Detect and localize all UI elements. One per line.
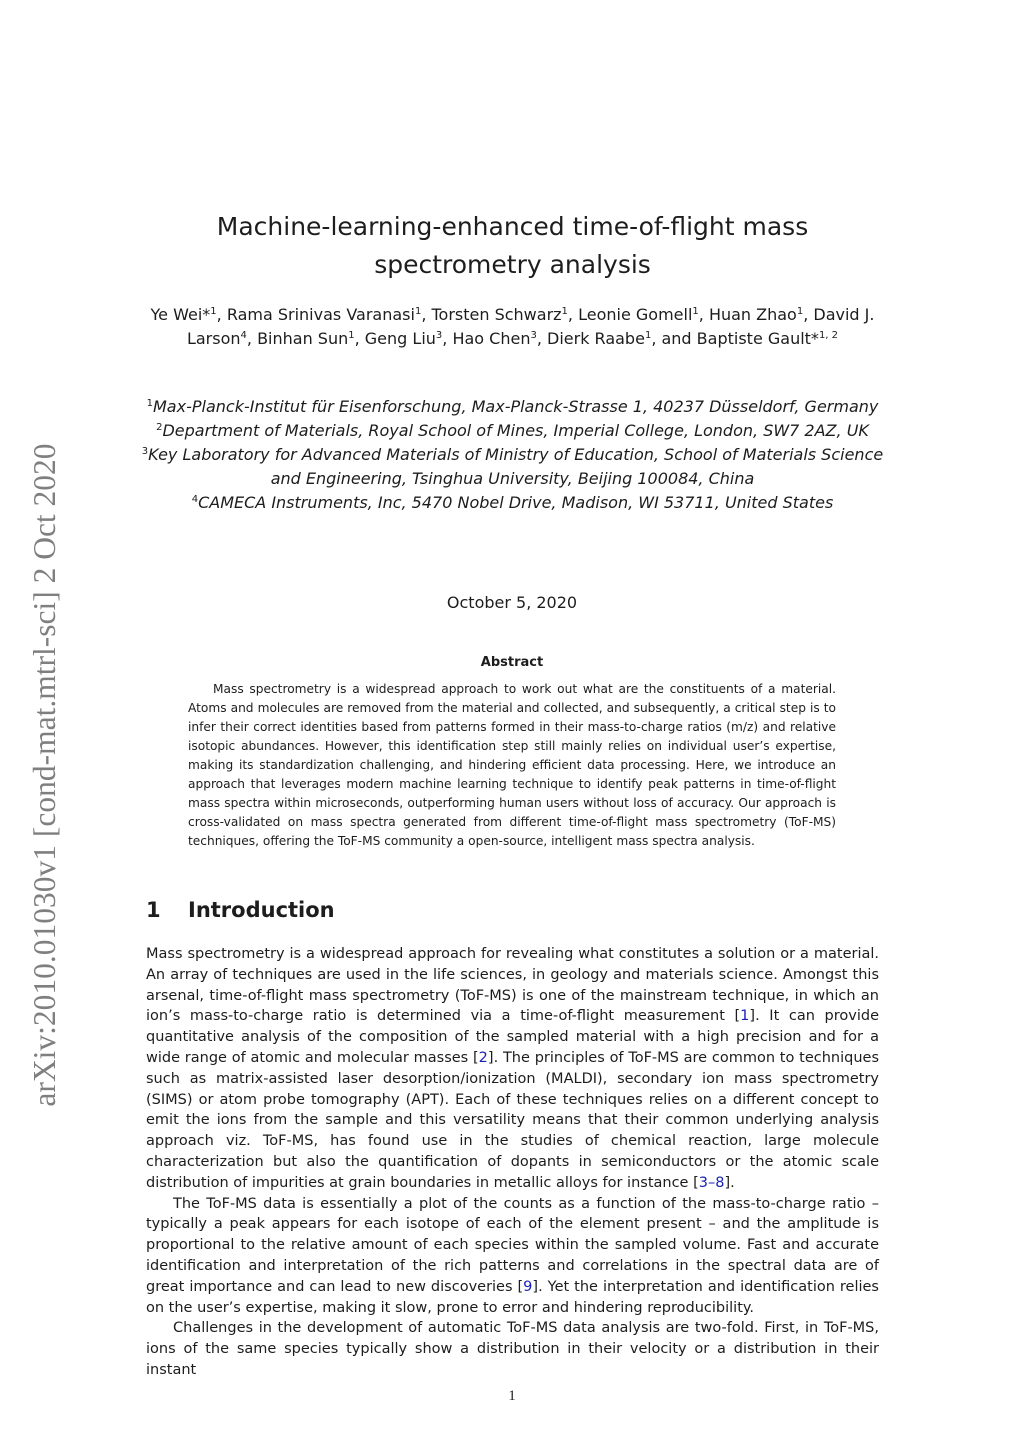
citation-link[interactable]: 3–8 (698, 1174, 725, 1191)
author-separator: , (246, 329, 258, 348)
author-name: Leonie Gomell (578, 305, 693, 324)
author-affiliation-mark: 1, 2 (818, 330, 839, 341)
arxiv-identifier: arXiv:2010.01030v1 [cond-mat.mtrl-sci] 2 Oct 2020 (27, 443, 62, 1107)
paper-title: Machine-learning-enhanced time-of-flight mass spectrometry analysis (216, 212, 809, 279)
affiliation (140, 419, 885, 443)
author-name: Hao Chen (452, 329, 531, 348)
author-separator: , (354, 329, 365, 348)
author-name: Geng Liu (364, 329, 436, 348)
author-affiliation-mark: 1 (692, 306, 699, 317)
affiliation (140, 443, 885, 491)
citation-link[interactable]: 9 (523, 1278, 533, 1295)
affiliation-number: 3 (141, 446, 149, 457)
author-name: Binhan Sun (257, 329, 349, 348)
affiliation-number: 4 (191, 494, 199, 505)
section-title: Introduction (188, 898, 335, 922)
arxiv-sidebar-stamp (20, 400, 70, 1150)
author-separator: , and (651, 329, 697, 348)
abstract-body: Mass spectrometry is a widespread approach to work out what are the constituents of a material. Atoms and molecules are removed from the material and collected, and subsequently, a critical step is to infer their correct identities based from patterns formed in their mass-to-charge ratios (m/z) and relative isotopic abundances. However, this identification step still mainly relies on individual user’s expertise, making its standardization challenging, and hindering efficient data processing. Here, we introduce an approach that leverages modern machine learning technique to identify peak patterns in time-of-flight mass spectra within microseconds, outperforming human users without loss of accuracy. Our approach is cross-validated on mass spectra generated from different time-of-flight mass spectrometry (ToF-MS) techniques, offering the ToF-MS community a open-source, intelligent mass spectra analysis. (188, 682, 836, 848)
author-name: Ye Wei* (150, 305, 211, 324)
paragraph-text: ]. (724, 1174, 735, 1191)
paragraph-text: ]. The principles of ToF-MS are common to techniques such as matrix-assisted laser desorption/ionization (MALDI), secondary ion mass spectrometry (SIMS) or atom probe tomography (APT). Each of these techniques relies on a different concept to emit the ions from the sample and this versatility means that their common underlying analysis approach viz. ToF-MS, has found use in the studies of chemical reaction, large molecule characterization but also the quantification of dopants in semiconductors or the atomic scale distribution of impurities at grain boundaries in metallic alloys for instance [ (146, 1049, 879, 1191)
author-separator: , (421, 305, 432, 324)
abstract-heading: Abstract (480, 655, 544, 670)
author-affiliation-mark: 1 (796, 306, 804, 317)
author-affiliation-mark: 1 (348, 330, 355, 341)
citation-link[interactable]: 2 (478, 1049, 488, 1066)
author-name: Rama Srinivas Varanasi (226, 305, 415, 324)
author-name: David J. Larson (186, 305, 875, 348)
affiliation-text: Department of Materials, Royal School of Mines, Imperial College, London, SW7 2AZ, UK (162, 421, 869, 440)
author-separator: , (698, 305, 709, 324)
author-affiliation-mark: 1 (561, 306, 568, 317)
affiliation-text: Key Laboratory for Advanced Materials of Ministry of Education, School of Materials Science and Engineering, Tsinghua University, Beijing 100084, China (148, 445, 884, 488)
body-paragraph (146, 944, 879, 1194)
publication-date: October 5, 2020 (446, 593, 578, 612)
author-name: Torsten Schwarz (431, 305, 562, 324)
body-paragraph (146, 1194, 879, 1319)
author-name: Baptiste Gault* (696, 329, 819, 348)
author-list (150, 303, 875, 351)
body-text (146, 944, 879, 1381)
author-affiliation-mark: 3 (435, 330, 443, 341)
paragraph-text: Mass spectrometry is a widespread approach for revealing what constitutes a solution or a material. An array of techniques are used in the life sciences, in geology and materials science. Amongst this arsenal, time-of-flight mass spectrometry (ToF-MS) is one of the mainstream technique, in which an ion’s mass-to-charge ratio is determined via a time-of-flight measurement [ (146, 946, 879, 1025)
affiliation (140, 491, 885, 515)
author-separator: , (536, 329, 548, 348)
author-name: Huan Zhao (708, 305, 797, 324)
paragraph-text: ]. It can provide quantitative analysis of the composition of the sampled material with a high precision and for a wide range of atomic and molecular masses [ (146, 1008, 879, 1066)
page-number: 1 (508, 1388, 516, 1404)
author-affiliation-mark: 1 (414, 306, 422, 317)
author-separator: , (442, 329, 453, 348)
section-heading (146, 898, 335, 922)
affiliation (140, 395, 885, 419)
affiliation-number: 2 (156, 422, 163, 433)
affiliation-list (140, 395, 885, 515)
affiliation-text: CAMECA Instruments, Inc, 5470 Nobel Drive, Madison, WI 53711, United States (198, 493, 834, 512)
paragraph-text: ]. Yet the interpretation and identification relies on the user’s expertise, making it slow, prone to error and hindering reproducibility. (146, 1278, 879, 1316)
paragraph-text: The ToF-MS data is essentially a plot of the counts as a function of the mass-to-charge ratio – typically a peak appears for each isotope of each of the element present – and the amplitude is proportional to the relative amount of each species within the sampled volume. Fast and accurate identification and interpretation of the rich patterns and correlations in the spectral data are of great importance and can lead to new discoveries [ (146, 1195, 879, 1295)
body-paragraph (146, 1318, 879, 1380)
affiliation-number: 1 (146, 398, 153, 409)
paragraph-text: Challenges in the development of automatic ToF-MS data analysis are two-fold. First, in ToF-MS, ions of the same species typically show a distribution in their velocity or a distribution in their instant (146, 1320, 879, 1378)
author-name: Dierk Raabe (547, 329, 645, 348)
author-affiliation-mark: 1 (210, 306, 217, 317)
section-number: 1 (146, 898, 161, 922)
author-affiliation-mark: 4 (240, 330, 247, 341)
author-separator: , (216, 305, 227, 324)
affiliation-text: Max-Planck-Institut für Eisenforschung, Max-Planck-Strasse 1, 40237 Düsseldorf, Germany (153, 397, 879, 416)
author-affiliation-mark: 3 (530, 330, 537, 341)
author-separator: , (567, 305, 579, 324)
citation-link[interactable]: 1 (740, 1008, 750, 1025)
author-separator: , (803, 305, 814, 324)
author-affiliation-mark: 1 (644, 330, 652, 341)
